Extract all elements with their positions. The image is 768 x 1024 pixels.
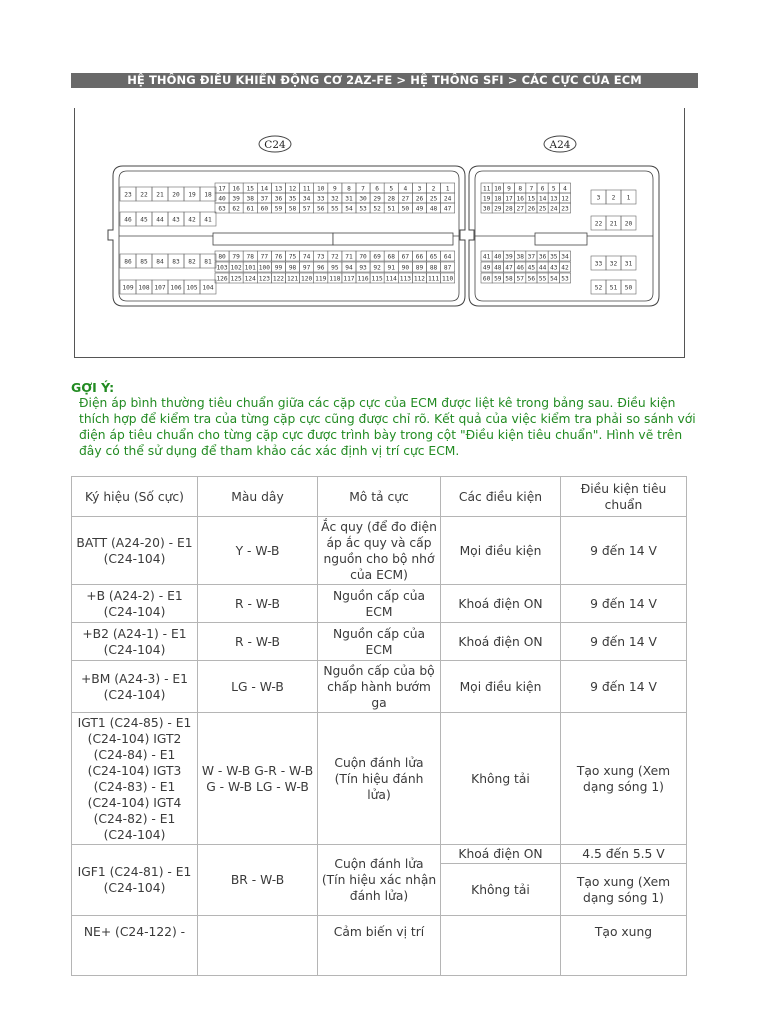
connector-pin-number: 7: [529, 185, 534, 193]
connector-pin-number: 98: [288, 264, 297, 272]
connector-pin-number: 106: [170, 284, 182, 292]
ecm-connector-diagram: [75, 108, 686, 358]
cell-standard: Tạo xung (Xem dạng sóng 1): [561, 864, 687, 916]
cell-condition: Khoá điện ON: [441, 845, 561, 864]
connector-pin-number: 2: [611, 194, 616, 202]
connector-pin-number: 11: [302, 185, 311, 193]
connector-pin-number: 14: [538, 195, 547, 203]
connector-pin-number: 114: [385, 275, 397, 283]
c24-latch-right: [333, 233, 453, 245]
connector-pin-number: 59: [274, 205, 283, 213]
connector-pin-number: 33: [594, 260, 603, 268]
connector-pin-number: 12: [561, 195, 569, 203]
connector-pin-number: 123: [258, 275, 270, 283]
connector-pin-number: 19: [188, 191, 196, 199]
connector-pin-number: 46: [124, 216, 132, 224]
connector-pin-number: 55: [331, 205, 339, 213]
cell-standard: 9 đến 14 V: [561, 661, 687, 713]
header-terminal-description: Mô tả cực: [318, 477, 441, 517]
ecm-connector-figure: [74, 108, 685, 358]
connector-pin-number: 13: [550, 195, 558, 203]
cell-condition: [441, 916, 561, 976]
connector-pin-number: 27: [401, 195, 410, 203]
cell-description: Nguồn cấp của ECM: [318, 585, 441, 623]
connector-pin-number: 39: [232, 195, 240, 203]
connector-pin-number: 28: [387, 195, 395, 203]
connector-pin-number: 96: [317, 264, 325, 272]
connector-pin-number: 79: [232, 253, 240, 261]
connector-pin-number: 58: [505, 275, 513, 283]
header-condition: Các điều kiện: [441, 477, 561, 517]
connector-pin-number: 29: [373, 195, 381, 203]
table-row: [72, 845, 687, 864]
a24-latch: [535, 233, 587, 245]
connector-pin-number: 36: [538, 253, 547, 261]
connector-pin-number: 113: [399, 275, 411, 283]
connector-pin-number: 107: [154, 284, 166, 292]
connector-pin-number: 12: [288, 185, 297, 193]
cell-condition: Khoá điện ON: [441, 585, 561, 623]
a24-label: A24: [549, 139, 571, 151]
table-row: [72, 713, 687, 845]
connector-pin-number: 78: [246, 253, 254, 261]
connector-pin-number: 111: [427, 275, 440, 283]
table-row: [72, 623, 687, 661]
cell-description: Cuộn đánh lửa (Tín hiệu đánh lửa): [318, 713, 441, 845]
connector-pin-number: 70: [359, 253, 367, 261]
connector-pin-number: 7: [361, 185, 365, 193]
cell-standard: 9 đến 14 V: [561, 623, 687, 661]
connector-pin-number: 117: [343, 275, 355, 283]
c24-label: C24: [264, 139, 286, 151]
connector-pin-number: 124: [244, 275, 256, 283]
connector-pin-number: 16: [232, 185, 240, 193]
connector-pin-number: 25: [538, 205, 547, 213]
connector-pin-number: 69: [373, 253, 381, 261]
cell-terminal: +BM (A24-3) - E1 (C24-104): [72, 661, 198, 713]
connector-pin-number: 4: [403, 185, 408, 193]
connector-pin-number: 83: [172, 258, 180, 266]
connector-pin-number: 10: [317, 185, 325, 193]
connector-pin-number: 44: [538, 264, 547, 272]
connector-pin-number: 45: [527, 264, 536, 272]
page-title: HỆ THỐNG ĐIỀU KHIỂN ĐỘNG CƠ 2AZ-FE > HỆ THỐNG SFI > CÁC CỰC CỦA ECM: [71, 73, 698, 88]
connector-pin-number: 112: [413, 275, 426, 283]
connector-pin-number: 9: [332, 185, 337, 193]
connector-pin-number: 10: [494, 185, 502, 193]
connector-pin-number: 31: [624, 260, 633, 268]
connector-pin-number: 42: [561, 264, 569, 272]
connector-pin-number: 24: [443, 195, 452, 203]
connector-pin-number: 40: [218, 195, 226, 203]
connector-pin-number: 11: [482, 185, 491, 193]
connector-pin-number: 81: [204, 258, 212, 266]
connector-pin-number: 21: [609, 220, 618, 228]
connector-pin-number: 35: [288, 195, 297, 203]
connector-pin-number: 53: [359, 205, 367, 213]
connector-pin-number: 46: [516, 264, 524, 272]
connector-pin-number: 97: [302, 264, 311, 272]
connector-pin-number: 105: [186, 284, 198, 292]
cell-wire-color: R - W-B: [198, 585, 318, 623]
cell-condition: Mọi điều kiện: [441, 661, 561, 713]
connector-pin-number: 24: [550, 205, 558, 213]
connector-pin-number: 47: [505, 264, 513, 272]
connector-pin-number: 51: [387, 205, 395, 213]
connector-pin-number: 125: [230, 275, 242, 283]
connector-pin-number: 84: [156, 258, 164, 266]
connector-pin-number: 3: [417, 185, 422, 193]
connector-pin-number: 49: [415, 205, 424, 213]
connector-pin-number: 87: [443, 264, 452, 272]
connector-pin-number: 52: [373, 205, 381, 213]
connector-pin-number: 108: [138, 284, 150, 292]
cell-terminal: +B2 (A24-1) - E1 (C24-104): [72, 623, 198, 661]
connector-pin-number: 74: [302, 253, 311, 261]
connector-pin-number: 16: [516, 195, 524, 203]
connector-pin-number: 15: [246, 185, 254, 193]
table-row: [72, 585, 687, 623]
connector-pin-number: 80: [218, 253, 226, 261]
cell-terminal: NE+ (C24-122) -: [72, 916, 198, 976]
connector-pin-number: 1: [445, 185, 450, 193]
connector-pin-number: 94: [345, 264, 353, 272]
connector-pin-number: 91: [387, 264, 395, 272]
connector-pin-number: 126: [216, 275, 228, 283]
connector-pin-number: 76: [274, 253, 283, 261]
connector-pin-number: 99: [274, 264, 283, 272]
hint-body: Điện áp bình thường tiêu chuẩn giữa các cặp cực của ECM được liệt kê trong bảng sau. Điều kiện thích hợp để kiểm tra của từng cặp cực cũng được chỉ rõ. Kết quả của việc kiểm tra phải so sánh với điện áp tiêu chuẩn cho từng cặp cực được trình bày trong cột "Điều kiện tiêu chuẩn". Hình vẽ trên đây có thể sử dụng để tham khảo các xác định vị trí cực ECM.: [79, 396, 696, 458]
connector-pin-number: 37: [527, 253, 536, 261]
connector-pin-number: 115: [371, 275, 383, 283]
connector-pin-number: 38: [516, 253, 524, 261]
connector-pin-number: 32: [609, 260, 618, 268]
cell-wire-color: Y - W-B: [198, 517, 318, 585]
connector-pin-number: 41: [482, 253, 491, 261]
cell-standard: 9 đến 14 V: [561, 517, 687, 585]
connector-pin-number: 42: [188, 216, 196, 224]
connector-pin-number: 2: [431, 185, 436, 193]
connector-pin-number: 35: [550, 253, 558, 261]
connector-pin-number: 34: [302, 195, 311, 203]
connector-pin-number: 110: [442, 275, 454, 283]
connector-pin-number: 8: [347, 185, 351, 193]
connector-pin-number: 120: [301, 275, 313, 283]
connector-pin-number: 101: [244, 264, 256, 272]
connector-pin-number: 121: [286, 275, 299, 283]
connector-pin-number: 103: [216, 264, 228, 272]
cell-description: Cuộn đánh lửa (Tín hiệu xác nhận đánh lửa): [318, 845, 441, 916]
connector-pin-number: 95: [331, 264, 339, 272]
connector-pin-number: 5: [551, 185, 556, 193]
connector-pin-number: 6: [375, 185, 380, 193]
connector-pin-number: 56: [317, 205, 325, 213]
connector-pin-number: 68: [387, 253, 395, 261]
cell-description: Nguồn cấp của ECM: [318, 623, 441, 661]
connector-pin-number: 59: [494, 275, 502, 283]
connector-pin-number: 19: [482, 195, 491, 203]
connector-pin-number: 1: [626, 194, 631, 202]
connector-pin-number: 30: [482, 205, 491, 213]
connector-pin-number: 71: [345, 253, 353, 261]
connector-pin-number: 33: [317, 195, 325, 203]
connector-pin-number: 18: [204, 191, 212, 199]
connector-pin-number: 51: [609, 284, 618, 292]
connector-pin-number: 60: [482, 275, 491, 283]
connector-pin-number: 47: [443, 205, 452, 213]
connector-pin-number: 53: [561, 275, 569, 283]
connector-pin-number: 89: [415, 264, 424, 272]
connector-pin-number: 14: [260, 185, 269, 193]
connector-pin-number: 56: [527, 275, 536, 283]
connector-pin-number: 29: [494, 205, 502, 213]
connector-pin-number: 37: [260, 195, 269, 203]
connector-pin-number: 72: [331, 253, 339, 261]
cell-wire-color: W - W-B G-R - W-B G - W-B LG - W-B: [198, 713, 318, 845]
connector-pin-number: 17: [505, 195, 513, 203]
connector-pin-number: 109: [122, 284, 134, 292]
connector-pin-number: 13: [274, 185, 283, 193]
connector-pin-number: 21: [156, 191, 164, 199]
connector-pin-number: 20: [172, 191, 180, 199]
connector-pin-number: 90: [401, 264, 410, 272]
connector-pin-number: 41: [204, 216, 212, 224]
connector-pin-number: 40: [494, 253, 502, 261]
connector-pin-number: 5: [389, 185, 394, 193]
connector-pin-number: 6: [540, 185, 545, 193]
connector-pin-number: 17: [218, 185, 226, 193]
cell-standard: 9 đến 14 V: [561, 585, 687, 623]
cell-condition: Không tải: [441, 713, 561, 845]
connector-pin-number: 48: [429, 205, 438, 213]
connector-pin-number: 3: [596, 194, 601, 202]
connector-pin-number: 36: [274, 195, 283, 203]
connector-pin-number: 50: [401, 205, 410, 213]
table-header-row: [72, 477, 687, 517]
connector-pin-number: 122: [272, 275, 285, 283]
connector-pin-number: 61: [246, 205, 254, 213]
connector-pin-number: 45: [140, 216, 148, 224]
connector-pin-number: 60: [260, 205, 269, 213]
connector-pin-number: 28: [505, 205, 513, 213]
connector-pin-number: 118: [329, 275, 341, 283]
connector-pin-number: 18: [494, 195, 502, 203]
connector-pin-number: 54: [345, 205, 353, 213]
connector-pin-number: 119: [315, 275, 327, 283]
connector-pin-number: 77: [260, 253, 269, 261]
connector-pin-number: 22: [594, 220, 603, 228]
connector-pin-number: 116: [357, 275, 369, 283]
connector-pin-number: 93: [359, 264, 367, 272]
connector-pin-number: 65: [429, 253, 438, 261]
connector-pin-number: 66: [415, 253, 424, 261]
connector-pin-number: 9: [507, 185, 511, 193]
cell-description: Cảm biến vị trí: [318, 916, 441, 976]
cell-condition: Khoá điện ON: [441, 623, 561, 661]
hint-title: GỢI Ý:: [71, 380, 115, 395]
connector-pin-number: 26: [527, 205, 536, 213]
connector-pin-number: 52: [594, 284, 603, 292]
connector-pin-number: 32: [331, 195, 339, 203]
cell-terminal: BATT (A24-20) - E1 (C24-104): [72, 517, 198, 585]
connector-pin-number: 34: [561, 253, 569, 261]
connector-pin-number: 31: [345, 195, 353, 203]
cell-condition: Không tải: [441, 864, 561, 916]
cell-description: Nguồn cấp của bộ chấp hành bướm ga: [318, 661, 441, 713]
connector-pin-number: 63: [218, 205, 226, 213]
connector-pin-number: 50: [624, 284, 633, 292]
connector-pin-number: 15: [527, 195, 536, 203]
connector-pin-number: 43: [550, 264, 558, 272]
connector-pin-number: 48: [494, 264, 502, 272]
connector-pin-number: 44: [156, 216, 164, 224]
cell-terminal: IGT1 (C24-85) - E1 (C24-104) IGT2 (C24-84) - E1 (C24-104) IGT3 (C24-83) - E1 (C24-104) IGT4 (C24-82) - E1 (C24-104): [72, 713, 198, 845]
connector-pin-number: 43: [172, 216, 180, 224]
connector-pin-number: 27: [516, 205, 524, 213]
connector-pin-number: 100: [258, 264, 270, 272]
connector-pin-number: 26: [415, 195, 424, 203]
connector-pin-number: 104: [202, 284, 214, 292]
table-row: [72, 661, 687, 713]
connector-pin-number: 23: [124, 191, 132, 199]
connector-pin-number: 55: [538, 275, 547, 283]
connector-pin-number: 49: [482, 264, 491, 272]
cell-description: Ắc quy (để đo điện áp ắc quy và cấp nguồn cho bộ nhớ của ECM): [318, 517, 441, 585]
connector-pin-number: 85: [140, 258, 148, 266]
header-wire-color: Màu dây: [198, 477, 318, 517]
connector-pin-number: 38: [246, 195, 254, 203]
cell-wire-color: R - W-B: [198, 623, 318, 661]
header-standard: Điều kiện tiêu chuẩn: [561, 477, 687, 517]
c24-latch-left: [213, 233, 333, 245]
connector-pin-number: 82: [188, 258, 196, 266]
terminal-spec-table: [71, 476, 687, 976]
cell-standard: Tạo xung (Xem dạng sóng 1): [561, 713, 687, 845]
connector-pin-number: 54: [550, 275, 558, 283]
connector-pin-number: 57: [302, 205, 311, 213]
cell-standard: 4.5 đến 5.5 V: [561, 845, 687, 864]
connector-pin-number: 92: [373, 264, 381, 272]
connector-pin-number: 39: [505, 253, 513, 261]
cell-terminal: IGF1 (C24-81) - E1 (C24-104): [72, 845, 198, 916]
connector-pin-number: 20: [624, 220, 633, 228]
cell-wire-color: LG - W-B: [198, 661, 318, 713]
cell-condition: Mọi điều kiện: [441, 517, 561, 585]
table-row: [72, 916, 687, 976]
cell-wire-color: [198, 916, 318, 976]
connector-pin-number: 8: [518, 185, 523, 193]
connector-pin-number: 23: [561, 205, 569, 213]
connector-pin-number: 64: [443, 253, 452, 261]
connector-pin-number: 88: [429, 264, 438, 272]
header-terminal: Ký hiệu (Số cực): [72, 477, 198, 517]
connector-pin-number: 75: [288, 253, 297, 261]
connector-pin-number: 57: [516, 275, 524, 283]
connector-pin-number: 62: [232, 205, 240, 213]
connector-pin-number: 4: [563, 185, 567, 193]
connector-pin-number: 67: [401, 253, 410, 261]
connector-pin-number: 86: [124, 258, 132, 266]
cell-terminal: +B (A24-2) - E1 (C24-104): [72, 585, 198, 623]
connector-pin-number: 58: [288, 205, 297, 213]
connector-pin-number: 73: [317, 253, 325, 261]
connector-pin-number: 22: [140, 191, 148, 199]
cell-wire-color: BR - W-B: [198, 845, 318, 916]
connector-pin-number: 102: [230, 264, 242, 272]
cell-standard: Tạo xung: [561, 916, 687, 976]
connector-pin-number: 25: [429, 195, 438, 203]
table-row: [72, 517, 687, 585]
connector-pin-number: 30: [359, 195, 367, 203]
